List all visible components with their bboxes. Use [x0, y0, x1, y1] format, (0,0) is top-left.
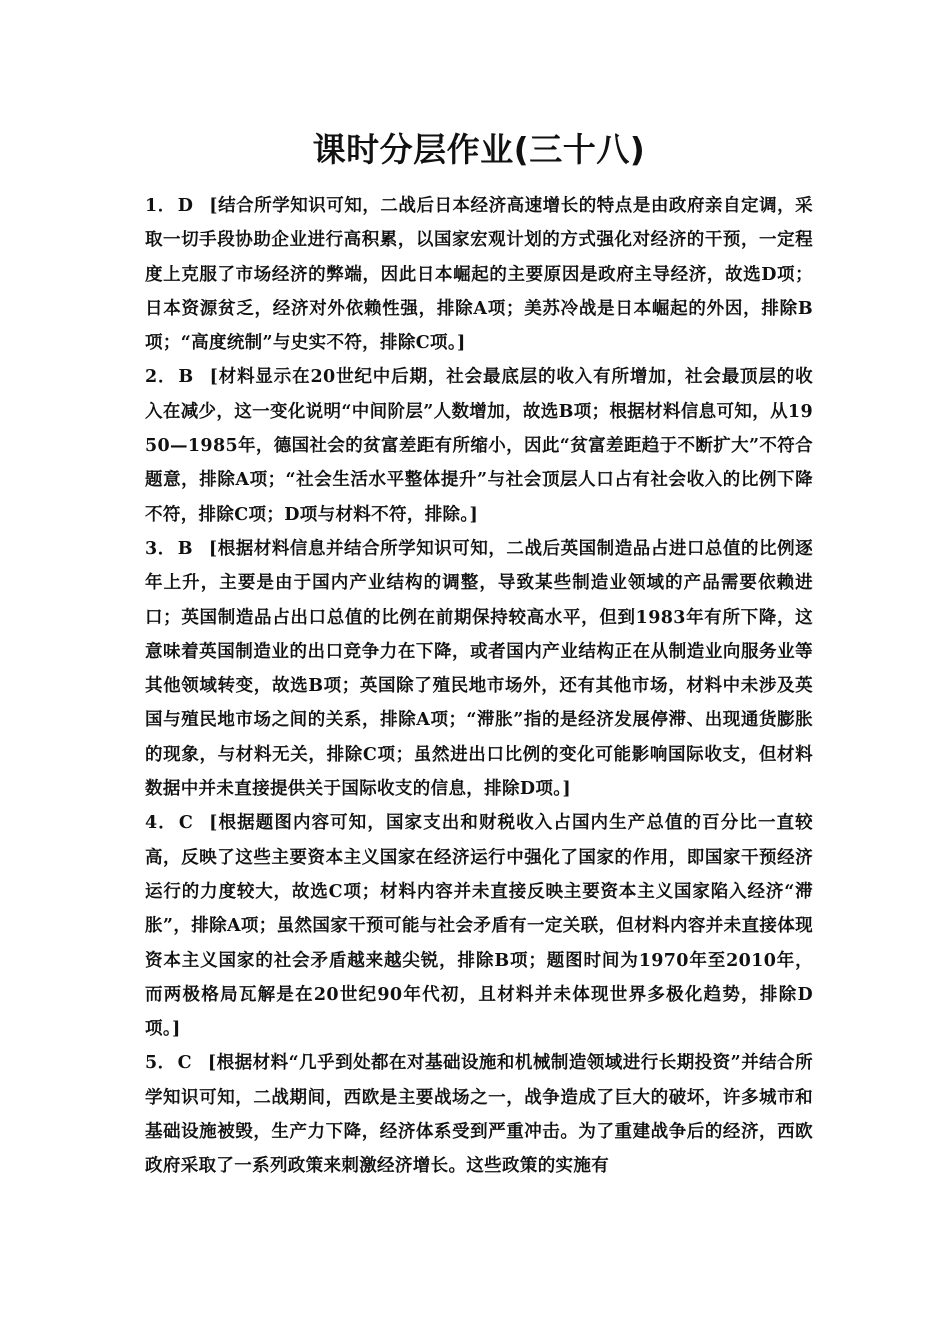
answer-number: 3．	[145, 538, 176, 559]
answer-number: 4．	[145, 813, 177, 834]
answer-item-2	[145, 360, 813, 531]
answer-letter: B	[177, 538, 193, 559]
answer-letter: C	[178, 813, 194, 834]
answer-letter: C	[177, 1053, 192, 1074]
answer-explanation: [根据题图内容可知，国家支出和财税收入占国内生产总值的百分比一直较高，反映了这些主要资本主义国家在经济运行中强化了国家的作用，即国家干预经济运行的力度较大，故选C项；材料内容并未直接反映主要资本主义国家陷入经济“滞胀”，排除A项；虽然国家干预可能与社会矛盾有一定关联，但材料内容并未直接体现资本主义国家的社会矛盾越来越尖锐，排除B项；题图时间为1970年至2010年，而两极格局瓦解是在20世纪90年代初，且材料并未体现世界多极化趋势，排除D项。]	[145, 813, 813, 1040]
answer-letter: D	[177, 196, 194, 216]
answer-number: 1．	[145, 196, 176, 216]
answer-explanation: [根据材料“几乎到处都在对基础设施和机械制造领域进行长期投资”并结合所学知识可知，二战期间，西欧是主要战场之一，战争造成了巨大的破坏，许多城市和基础设施被毁，生产力下降，经济体系受到严重冲击。为了重建战争后的经济，西欧政府采取了一系列政策来刺激经济增长。这些政策的实施有	[145, 1053, 813, 1177]
answer-item-3	[145, 532, 813, 806]
answer-list	[145, 189, 813, 1184]
answer-explanation: [材料显示在20世纪中后期，社会最底层的收入有所增加，社会最顶层的收入在减少，这一变化说明“中间阶层”人数增加，故选B项；根据材料信息可知，从1950—1985年，德国社会的贫富差距有所缩小，因此“贫富差距趋于不断扩大”不符合题意，排除A项；“社会生活水平整体提升”与社会顶层人口占有社会收入的比例下降不符，排除C项；D项与材料不符，排除。]	[145, 367, 813, 525]
document-page	[145, 0, 813, 1184]
page-title: 课时分层作业(三十八)	[312, 130, 646, 169]
answer-number: 2．	[145, 367, 177, 388]
answer-letter: B	[178, 367, 194, 388]
answer-explanation: [根据材料信息并结合所学知识可知，二战后英国制造品占进口总值的比例逐年上升，主要是由于国内产业结构的调整，导致某些制造业领域的产品需要依赖进口；英国制造品占出口总值的比例在前期保持较高水平，但到1983年有所下降，这意味着英国制造业的出口竞争力在下降，或者国内产业结构正在从制造业向服务业等其他领域转变，故选B项；英国除了殖民地市场外，还有其他市场，材料中未涉及英国与殖民地市场之间的关系，排除A项；“滞胀”指的是经济发展停滞、出现通货膨胀的现象，与材料无关，排除C项；虽然进出口比例的变化可能影响国际收支，但材料数据中并未直接提供关于国际收支的信息，排除D项。]	[145, 538, 813, 800]
answer-item-1	[145, 189, 813, 360]
answer-item-5	[145, 1046, 813, 1183]
answer-number: 5．	[145, 1053, 176, 1074]
answer-item-4	[145, 806, 813, 1046]
answer-explanation: [结合所学知识可知，二战后日本经济高速增长的特点是由政府亲自定调，采取一切手段协助企业进行高积累，以国家宏观计划的方式强化对经济的干预，一定程度上克服了市场经济的弊端，因此日本崛起的主要原因是政府主导经济，故选D项；日本资源贫乏，经济对外依赖性强，排除A项；美苏冷战是日本崛起的外因，排除B项；“高度统制”与史实不符，排除C项。]	[145, 196, 813, 354]
